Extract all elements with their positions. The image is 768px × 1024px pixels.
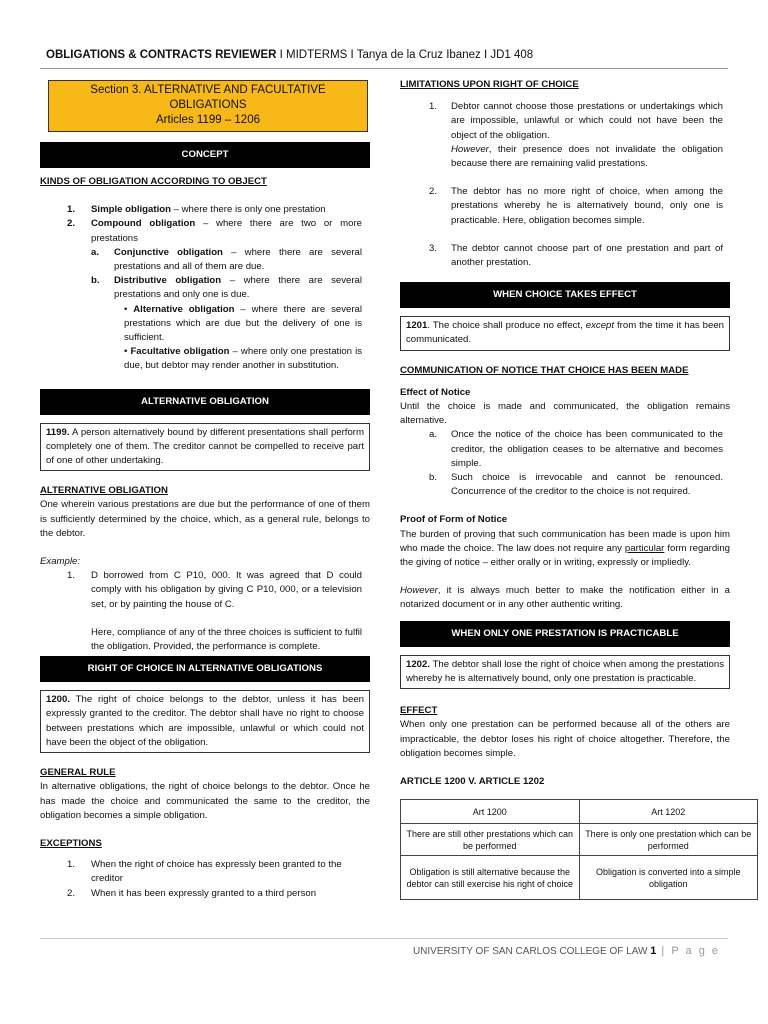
header-title: OBLIGATIONS & CONTRACTS REVIEWER — [46, 49, 277, 61]
list-item: a. Once the notice of the choice has been communicated to the creditor, the obligation ceases to be alternative and becomes simple. — [429, 429, 723, 469]
comparison-heading: ARTICLE 1200 V. ARTICLE 1202 — [400, 775, 545, 787]
list-item: 1. Debtor cannot choose those prestations or undertakings which are impossible, unlawful or which could not have been the object of the obligation. However, their presence does not invalidate the obligation because there are remaining valid prestations. — [429, 101, 723, 170]
general-rule-text: In alternative obligations, the right of choice belongs to the debtor. Once he has made the choice and communicated the same to the creditor, the obligation becomes a simple obligation. — [40, 781, 370, 821]
list-item: • Facultative obligation – where only one prestation is due, but debtor may render another in substitution. — [124, 346, 362, 372]
limitations-heading: LIMITATIONS UPON RIGHT OF CHOICE — [400, 79, 579, 90]
list-item: b. Such choice is irrevocable and cannot be renounced. Concurrence of the creditor to the choice is not required. — [429, 472, 723, 498]
table-cell: There are still other prestations which can be performed — [401, 824, 580, 856]
example-label: Example: — [40, 556, 80, 568]
exceptions-heading: EXCEPTIONS — [40, 837, 102, 849]
example-item: 1. D borrowed from C P10, 000. It was agreed that D could comply with his obligation by giving C P10, 000, or a television set, or by painting the house of C. Here, compliance of any of the three choices is sufficient to fulfil the obligation. Provided, the performance is complete. — [67, 570, 362, 653]
footer-school: UNIVERSITY OF SAN CARLOS COLLEGE OF LAW — [412, 946, 651, 957]
list-item: 2. The debtor has no more right of choice, when among the prestations whereby he is alternatively bound, only one is practicable. Here, obligation becomes simple. — [429, 186, 723, 226]
page-header — [46, 48, 533, 62]
choice-takes-effect-bar: WHEN CHOICE TAKES EFFECT — [400, 282, 730, 308]
table-row — [401, 856, 758, 900]
table-header-cell: Art 1200 — [401, 800, 580, 824]
footer-divider — [40, 938, 728, 939]
table-header-cell: Art 1202 — [579, 800, 758, 824]
alternative-obligation-definition: One wherein various prestations are due but the performance of one of them is sufficiently determined by the choice, which, as a general rule, belongs to the debtor. — [40, 499, 370, 539]
section-title: Section 3. ALTERNATIVE AND FACULTATIVE OBLIGATIONS — [90, 84, 326, 111]
general-rule-heading: GENERAL RULE — [40, 767, 116, 779]
list-item: 2. Compound obligation – where there are two or more prestations — [67, 218, 362, 244]
only-one-prestation-bar: WHEN ONLY ONE PRESTATION IS PRACTICABLE — [400, 621, 730, 647]
alternative-obligation-bar: ALTERNATIVE OBLIGATION — [40, 389, 370, 415]
effect-text: When only one prestation can be performed because all of the others are impracticable, the debtor loses his right of choice altogether. Therefore, the obligation becomes simple. — [400, 719, 730, 759]
limitations-list — [400, 100, 730, 270]
right-of-choice-bar: RIGHT OF CHOICE IN ALTERNATIVE OBLIGATIONS — [40, 656, 370, 682]
list-item: 3. The debtor cannot choose part of one prestation and part of another prestation. — [429, 242, 723, 269]
table-cell: There is only one prestation which can be performed — [579, 824, 758, 856]
footer-page-word: P a g e — [671, 945, 720, 957]
page-footer — [413, 944, 720, 959]
article-1200-box: 1200. The right of choice belongs to the debtor, unless it has been expressly granted to the creditor. The debtor shall have no right to choose between prestations which are impossible, unlawful or which could not have been the object of the obligation. — [40, 690, 370, 753]
bullet-icon: • — [124, 303, 134, 315]
kinds-list — [40, 203, 370, 373]
effect-heading: EFFECT — [400, 705, 438, 717]
list-item: 2. When it has been expressly granted to a third person — [67, 887, 317, 899]
kinds-heading: KINDS OF OBLIGATION ACCORDING TO OBJECT — [40, 176, 267, 187]
table-cell: Obligation is converted into a simple obligation — [579, 856, 758, 900]
concept-bar: CONCEPT — [40, 142, 370, 168]
section-articles: Articles 1199 – 1206 — [156, 114, 260, 126]
article-1201-box: 1201. The choice shall produce no effect, except from the time it has been communicated. — [400, 316, 730, 350]
header-divider — [40, 68, 728, 69]
left-column — [40, 80, 370, 901]
section-title-box — [48, 80, 368, 132]
header-details: I MIDTERMS I Tanya de la Cruz Ibanez I JD1 408 — [276, 49, 534, 61]
table-row — [401, 800, 758, 824]
footer-separator: | — [656, 945, 672, 957]
communication-heading: COMMUNICATION OF NOTICE THAT CHOICE HAS BEEN MADE — [400, 364, 689, 376]
list-item: • Alternative obligation – where there are several prestations which are due but the delivery of one is sufficient. — [124, 303, 362, 344]
article-1199-box: 1199. A person alternatively bound by different presentations shall perform completely one of them. The creditor cannot be compelled to receive part of one of other undertaking. — [40, 423, 370, 472]
list-item: 1. When the right of choice has expressly been granted to the creditor — [67, 859, 342, 885]
exceptions-list — [40, 858, 370, 901]
right-column — [400, 78, 752, 900]
list-item: b. Distributive obligation – where there are several prestations and only one is due. — [91, 275, 362, 301]
list-item: a. Conjunctive obligation – where there are several prestations and all of them are due. — [91, 246, 362, 273]
effect-of-notice-heading: Effect of Notice — [400, 386, 471, 398]
bullet-icon: • — [124, 346, 131, 358]
list-item: 1. Simple obligation – where there is only one prestation — [67, 204, 326, 216]
table-cell: Obligation is still alternative because the debtor can still exercise his right of choice — [401, 856, 580, 900]
proof-of-notice-heading: Proof of Form of Notice — [400, 514, 508, 526]
table-row — [401, 824, 758, 856]
effect-of-notice-text: Until the choice is made and communicated, the obligation remains alternative. — [400, 401, 730, 427]
page-number: 1 — [650, 945, 657, 957]
proof-of-notice-text: The burden of proving that such communication has been made is upon him who made the choice. The law does not require any particular form regarding the giving of notice – either orally or in writing, expressly or impliedly. — [400, 528, 730, 569]
article-1202-box: 1202. The debtor shall lose the right of choice when among the prestations whereby he is alternatively bound, only one prestation is practicable. — [400, 655, 730, 689]
however-text: However, it is always much better to make the notification either in a notarized document or in any other authentic writing. — [400, 585, 730, 611]
comparison-table — [400, 799, 758, 900]
alternative-obligation-heading: ALTERNATIVE OBLIGATION — [40, 485, 168, 497]
